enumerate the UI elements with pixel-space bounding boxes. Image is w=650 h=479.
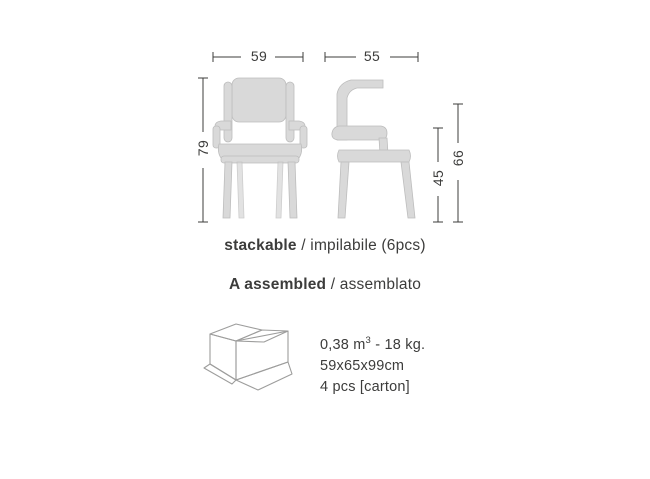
- packaging-carton-qty: 4 pcs [carton]: [320, 378, 410, 395]
- assembled-light-text: assemblato: [339, 276, 422, 293]
- packaging-volume-value: 0,38 m: [320, 336, 366, 353]
- carton-box-icon: [196, 318, 306, 393]
- packaging-weight: - 18 kg.: [371, 336, 426, 353]
- assembled-caption: [0, 276, 650, 294]
- packaging-info: [320, 330, 425, 398]
- dimension-side-height: 66: [450, 149, 466, 167]
- stackable-bold-text: stackable: [224, 237, 297, 254]
- chair-front-view: [205, 70, 315, 230]
- chair-side-view: [325, 70, 430, 230]
- stackable-caption: [0, 237, 650, 255]
- assembled-bold-text: A assembled: [228, 276, 327, 293]
- dimension-front-width: 59: [250, 48, 268, 64]
- packaging-carton-size: 59x65x99cm: [320, 357, 405, 374]
- assembled-separator: /: [326, 276, 340, 293]
- packaging-volume-line: [320, 330, 425, 356]
- stackable-separator: /: [296, 237, 311, 254]
- dimension-seat-height: 45: [430, 169, 446, 187]
- dimension-total-height: 79: [195, 139, 211, 157]
- packaging-volume-exponent: 3: [365, 335, 372, 346]
- dimension-side-depth: 55: [363, 48, 381, 64]
- stackable-light-text: impilabile (6pcs): [310, 237, 426, 254]
